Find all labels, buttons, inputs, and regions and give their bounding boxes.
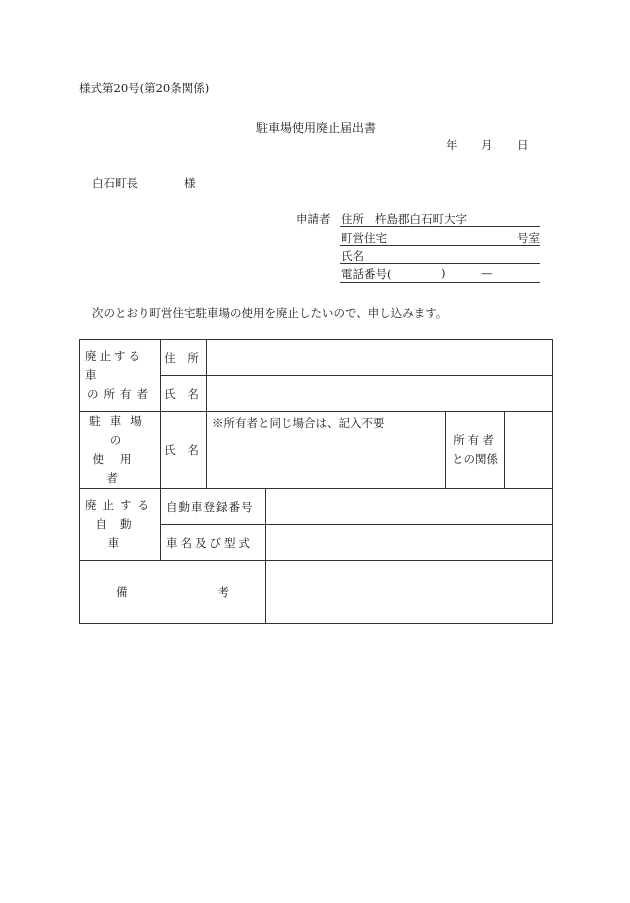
date-year: 年 (446, 138, 458, 152)
owner-header-line2: の所有者 (87, 387, 153, 401)
user-note: ※所有者と同じ場合は、記入不要 (212, 416, 385, 430)
applicant-name-label: 氏名 (341, 249, 364, 263)
relation-line2: との関係 (452, 452, 498, 466)
owner-header-line1: 廃止する車 (85, 349, 143, 382)
owner-name-label: 氏 名 (161, 376, 207, 412)
relation-field[interactable] (505, 412, 553, 489)
housing-label: 町営住宅 (341, 231, 387, 245)
user-name-field[interactable] (207, 412, 446, 489)
user-header (80, 412, 161, 489)
phone-underline (340, 282, 540, 283)
phone-dash: — (481, 266, 493, 280)
user-header-line1: 駐車場の (89, 414, 151, 447)
housing-underline (340, 245, 540, 246)
room-label: 号室 (517, 231, 540, 245)
owner-address-field[interactable] (207, 340, 553, 376)
application-table (79, 339, 553, 624)
phone-label: 電話番号( (341, 267, 392, 281)
user-header-line2: 使用者 (92, 452, 148, 485)
intro-text: 次のとおり町営住宅駐車場の使用を廃止したいので、申し込みます。 (92, 306, 448, 320)
remarks-label-right: 考 (217, 585, 229, 599)
remarks-field[interactable] (266, 561, 553, 624)
car-reg-label: 自動車登録番号 (161, 489, 266, 525)
applicant-address-label: 住所 (341, 212, 364, 226)
name-underline (340, 263, 540, 264)
date-month: 月 (481, 138, 493, 152)
car-header-line2: 自動車 (95, 517, 145, 550)
phone-paren-close: ) (441, 266, 446, 280)
owner-address-label: 住 所 (161, 340, 207, 376)
applicant-label: 申請者 (296, 212, 331, 226)
car-model-field[interactable] (266, 525, 553, 561)
page-title: 駐車場使用廃止届出書 (256, 121, 377, 135)
relation-line1: 所有者 (453, 433, 497, 447)
addressee-name: 白石町長 (92, 176, 138, 190)
owner-header (80, 340, 161, 412)
remarks-label-left: 備 (116, 585, 128, 599)
car-reg-field[interactable] (266, 489, 553, 525)
date-day: 日 (517, 138, 529, 152)
user-name-label: 氏 名 (161, 412, 207, 489)
relation-header (446, 412, 505, 489)
car-model-label: 車名及び型式 (161, 525, 266, 561)
car-header-line1: 廃止する (85, 498, 155, 512)
address-underline (340, 226, 540, 227)
addressee-honorific: 様 (184, 176, 196, 190)
remarks-label (80, 561, 266, 624)
owner-name-field[interactable] (207, 376, 553, 412)
applicant-address-value: 杵島郡白石町大字 (375, 212, 467, 226)
car-header (80, 489, 161, 561)
form-number: 様式第20号(第20条関係) (79, 81, 210, 95)
